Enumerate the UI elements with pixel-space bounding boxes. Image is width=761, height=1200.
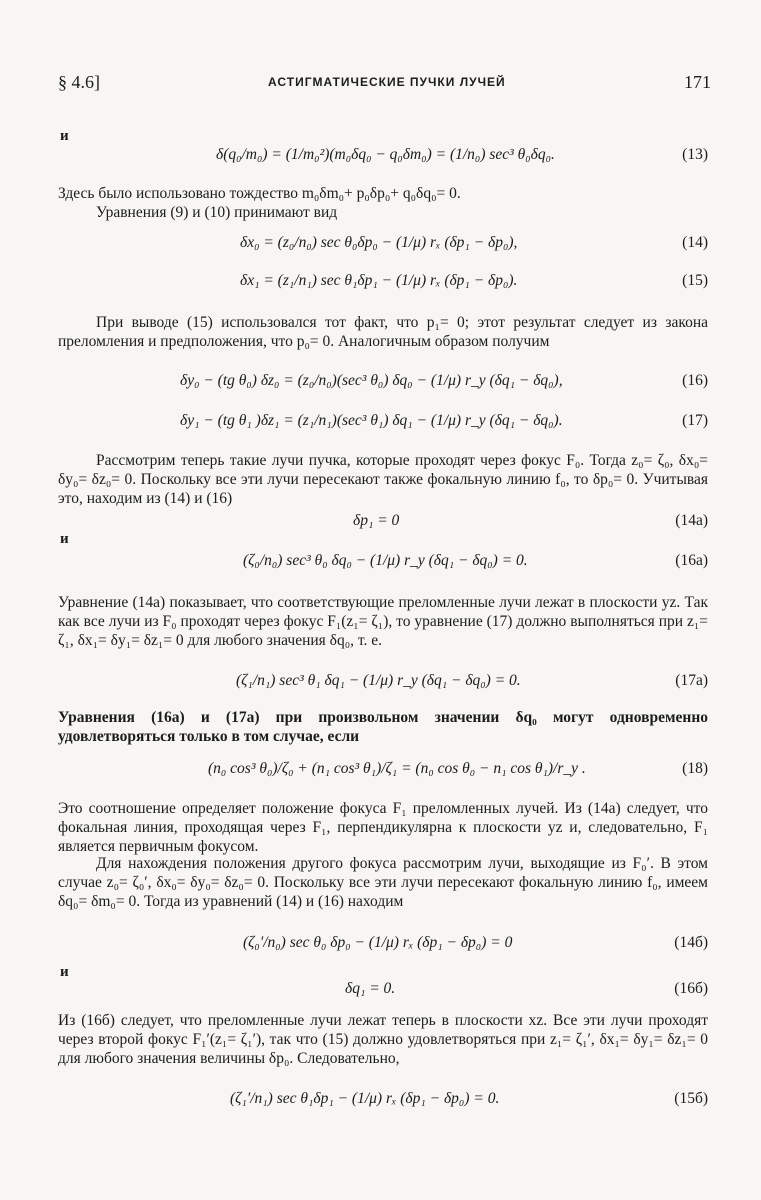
equation-number: (14a)	[675, 512, 708, 529]
equation-body: δy₀ − (tg θ₀) δz₀ = (z₀/n₀)(sec³ θ₀) δq₀ − (1/μ) r_y (δq₁ − δq₀),	[180, 372, 563, 389]
conjunction: и	[60, 531, 69, 547]
equation-number: (13)	[682, 146, 708, 163]
paragraph: При выводе (15) использовался тот факт, что p₁= 0; этот результат следует из закона преломления и предположения, что p₀= 0. Аналогичным образом получим	[58, 314, 708, 350]
equation-17	[58, 404, 708, 444]
paragraph: Рассмотрим теперь такие лучи пучка, которые проходят через фокус F₀. Тогда z₀= ζ₀, δx₀= δy₀= δz₀= 0. Поскольку все эти лучи пересекают также фокальную линию f₀, то δp₀= 0. Учитывая это, находим из (14) и (16)	[58, 452, 708, 507]
paragraph: Уравнения (9) и (10) принимают вид	[96, 204, 338, 221]
equation-body: δ(q₀/m₀) = (1/m₀²)(m₀δq₀ − q₀δm₀) = (1/n₀) sec³ θ₀δq₀.	[216, 146, 555, 163]
paragraph: Уравнение (14a) показывает, что соответствующие преломленные лучи лежат в плоскости yz. Так как все лучи из F₀ проходят через фокус F₁(z₁= ζ₁), то уравнение (17) должно выполняться при z₁= ζ₁, δx₁= δy₁= δz₁= 0 для любого значения δq₀, т. е.	[58, 594, 708, 649]
equation-number: (17)	[682, 412, 708, 429]
equation-body: δq₁ = 0.	[345, 980, 396, 997]
equation-number: (17a)	[675, 672, 708, 689]
equation-body: (ζ₀/n₀) sec³ θ₀ δq₀ − (1/μ) r_y (δq₁ − δq₀) = 0.	[243, 552, 528, 569]
equation-number: (14)	[682, 234, 708, 251]
equation-body: δy₁ − (tg θ₁ )δz₁ = (z₁/n₁)(sec³ θ₁) δq₁ − (1/μ) r_y (δq₁ − δq₀).	[180, 412, 563, 429]
equation-14	[58, 226, 708, 266]
equation-16	[58, 364, 708, 404]
equation-body: (ζ₁/n₁) sec³ θ₁ δq₁ − (1/μ) r_y (δq₁ − δq₀) = 0.	[236, 672, 521, 689]
paragraph: Из (16б) следует, что преломленные лучи лежат теперь в плоскости xz. Все эти лучи проходят через второй фокус F₁′(z₁= ζ₁′), так что (15) должно удовлетворяться при z₁= ζ₁′, δx₁= δy₁= δz₁= 0 для любого значения величины δp₀. Следовательно,	[58, 1012, 708, 1067]
equation-body: (n₀ cos³ θ₀)/ζ₀ + (n₁ cos³ θ₁)/ζ₁ = (n₀ cos θ₀ − n₁ cos θ₁)/r_y .	[208, 760, 586, 777]
equation-16a	[58, 544, 708, 584]
equation-body: (ζ₀′/n₀) sec θ₀ δp₀ − (1/μ) rₓ (δp₁ − δp₀) = 0	[243, 934, 513, 951]
section-number: § 4.6]	[58, 72, 100, 92]
equation-number: (16)	[682, 372, 708, 389]
paragraph: Здесь было использовано тождество m₀δm₀+ p₀δp₀+ q₀δq₀= 0.	[58, 185, 461, 202]
equation-body: (ζ₁′/n₁) sec θ₁δp₁ − (1/μ) rₓ (δp₁ − δp₀) = 0.	[230, 1090, 500, 1107]
equation-number: (18)	[682, 760, 708, 777]
conjunction: и	[60, 964, 69, 980]
page-header	[58, 72, 711, 96]
conjunction: и	[60, 128, 69, 144]
equation-13	[58, 138, 708, 178]
paragraph: Это соотношение определяет положение фокуса F₁ преломленных лучей. Из (14a) следует, что фокальная линия, проходящая через F₁, перпендикулярна к плоскости yz и, следовательно, F₁ является первичным фокусом.	[58, 800, 708, 855]
equation-16b	[58, 980, 708, 1006]
paragraph: Для нахождения положения другого фокуса рассмотрим лучи, выходящие из F₀′. В этом случае z₀= ζ₀′, δx₀= δy₀= δz₀= 0. Поскольку все эти лучи пересекают фокальную линию f₀, имеем δq₀= δm₀= 0. Тогда из уравнений (14) и (16) находим	[58, 855, 708, 910]
equation-number: (15)	[682, 272, 708, 289]
running-title: АСТИГМАТИЧЕСКИЕ ПУЧКИ ЛУЧЕЙ	[268, 75, 506, 89]
equation-body: δx₁ = (z₁/n₁) sec θ₁δp₁ − (1/μ) rₓ (δp₁ − δp₀).	[240, 272, 518, 289]
page-number: 171	[684, 72, 711, 92]
equation-number: (15б)	[674, 1090, 708, 1107]
equation-14a	[58, 512, 708, 538]
equation-18	[58, 752, 708, 792]
equation-number: (16б)	[674, 980, 708, 997]
equation-14b	[58, 926, 708, 966]
equation-number: (14б)	[674, 934, 708, 951]
equation-body: δx₀ = (z₀/n₀) sec θ₀δp₀ − (1/μ) rₓ (δp₁ − δp₀),	[240, 234, 518, 251]
equation-number: (16a)	[675, 552, 708, 569]
paragraph: Уравнения (16a) и (17a) при произвольном значении δq₀ могут одновременно удовлетворяться только в том случае, если	[58, 709, 708, 745]
equation-17a	[58, 664, 708, 704]
equation-15	[58, 264, 708, 304]
equation-15b	[58, 1082, 708, 1122]
equation-body: δp₁ = 0	[353, 512, 400, 529]
